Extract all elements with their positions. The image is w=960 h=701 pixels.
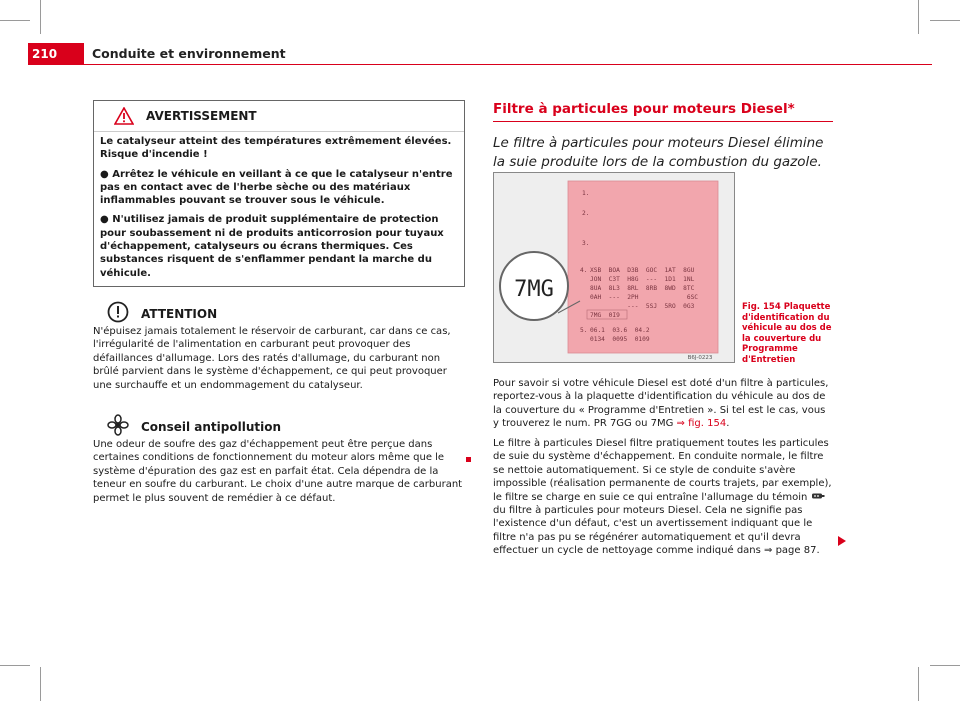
plate-row-label: 1. xyxy=(582,190,590,197)
attention-exclamation-icon xyxy=(107,301,129,327)
section-end-mark xyxy=(466,457,471,462)
section-rule xyxy=(493,121,833,122)
warning-body xyxy=(94,132,464,286)
warning-paragraph: ● N'utilisez jamais de produit supplémentaire de protection pour soubassement ni de produits anticorrosion pour tuyaux d'échappement, catalyseurs ou écrans thermiques. Ces substances risquent de s'enflammer pendant la marche du véhicule. xyxy=(100,214,444,279)
eco-flower-icon xyxy=(107,414,129,440)
id-plate-illustration xyxy=(494,173,734,362)
plate-code-row: JON C3T H8G --- 1D1 1NL xyxy=(590,276,695,283)
warning-title: AVERTISSEMENT xyxy=(146,109,257,123)
plate-row-label: 2. xyxy=(582,210,590,217)
plate-row-label: 3. xyxy=(582,240,590,247)
plate-code-row: 7MG 0I9 xyxy=(590,312,620,319)
body-text: Le filtre à particules Diesel filtre pratiquement toutes les particules de suie du système d'échappement. En conduite normale, le filtre se nettoie automatiquement. Si ce style de conduite s'avère impossible (réalisation permanente de courts trajets, par exemple), le filtre se charge en suie ce qui entraîne l'allumage du témoin xyxy=(493,438,832,503)
figure-reference: B6J-0223 xyxy=(687,355,713,361)
section-intro: Le filtre à particules pour moteurs Diesel élimine la suie produite lors de la combustion du gazole. xyxy=(493,135,824,170)
crop-mark xyxy=(930,665,960,666)
plate-code-row: XSB BOA D3B GOC 1AT 8GU xyxy=(590,267,695,274)
plate-code-row: --- 5SJ 5RO 0G3 xyxy=(590,303,695,310)
crop-mark xyxy=(918,0,919,34)
crop-mark xyxy=(930,20,960,21)
eco-tip-section xyxy=(93,414,465,505)
warning-paragraph: Le catalyseur atteint des températures extrêmement élevées. Risque d'incendie ! xyxy=(100,136,452,161)
header-rule xyxy=(84,64,932,65)
plate-code-row: 0AH --- 2PH 6SC xyxy=(590,294,699,301)
crop-mark xyxy=(918,667,919,701)
crop-mark xyxy=(0,20,30,21)
warning-header xyxy=(94,101,464,132)
warning-box xyxy=(93,100,465,287)
attention-title: ATTENTION xyxy=(141,306,218,321)
next-page-arrow-icon xyxy=(838,536,846,546)
right-column xyxy=(493,100,833,172)
magnified-code: 7MG xyxy=(514,277,554,302)
plate-value-row: 06.1 03.6 04.2 xyxy=(590,327,650,334)
left-column xyxy=(93,100,465,505)
figure-caption: Fig. 154 Plaquette d'identification du véhicule au dos de la couverture du Programme d'Entretien xyxy=(742,302,832,365)
crop-mark xyxy=(40,0,41,34)
figure-154 xyxy=(493,172,735,363)
attention-header xyxy=(93,301,465,323)
body-paragraph-2 xyxy=(493,437,833,558)
eco-tip-title: Conseil antipollution xyxy=(141,420,282,434)
page-number: 210 xyxy=(32,47,58,61)
plate-code-row: 8UA 8L3 8RL 8RB 8WD 8TC xyxy=(590,285,695,292)
body-text: Pour savoir si votre véhicule Diesel est doté d'un filtre à particules, reportez-vous à la plaquette d'identification du véhicule au dos de la couverture du « Programme d'Entretien ». Si tel est le cas, vous y trouverez le num. PR 7GG ou 7MG xyxy=(493,378,829,430)
eco-tip-text: Une odeur de soufre des gaz d'échappement peut être perçue dans certaines conditions de fonctionnement du moteur alors même que le système d'épuration des gaz est en parfait état. Cela dépendra de la teneur en soufre du carburant. Le choix d'une autre marque de carburant permet le plus souvent de remédier à ce défaut. xyxy=(93,439,463,504)
crop-mark xyxy=(0,665,30,666)
eco-tip-header xyxy=(93,414,465,436)
section-title: Filtre à particules pour moteurs Diesel* xyxy=(493,101,795,117)
body-paragraph-1 xyxy=(493,377,833,431)
warning-triangle-icon xyxy=(114,107,134,129)
dpf-warning-lamp-icon xyxy=(811,492,825,503)
plate-row-label: 4. xyxy=(580,267,588,274)
plate-value-row: 0134 0095 0109 xyxy=(590,336,650,343)
figure-link[interactable]: ⇒ fig. 154 xyxy=(676,418,727,430)
body-text: . xyxy=(726,418,730,430)
attention-text: N'épuisez jamais totalement le réservoir de carburant, car dans ce cas, l'irrégularité de l'alimentation en carburant peut provoquer des défaillances d'allumage. Lors des ratés d'allumage, du carburant non brûlé parvient dans le système d'échappement, ce qui peut provoquer une surchauffe et un endommagement du catalyseur. xyxy=(93,325,451,391)
plate-row-label: 5. xyxy=(580,327,588,334)
crop-mark xyxy=(40,667,41,701)
body-text: du filtre à particules pour moteurs Diesel. Cela ne signifie pas l'existence d'un défaut, c'est un avertissement indiquant que le filtre n'a pas pu se régénérer automatiquement et qu'il devra effectuer un cycle de nettoyage comme indiqué dans ⇒ page 87. xyxy=(493,505,820,557)
warning-paragraph: ● Arrêtez le véhicule en veillant à ce que le catalyseur n'entre pas en contact avec de l'herbe sèche ou des matériaux inflammables pouvant se trouver sous le véhicule. xyxy=(100,168,453,207)
chapter-title: Conduite et environnement xyxy=(92,46,286,61)
attention-section xyxy=(93,301,465,392)
